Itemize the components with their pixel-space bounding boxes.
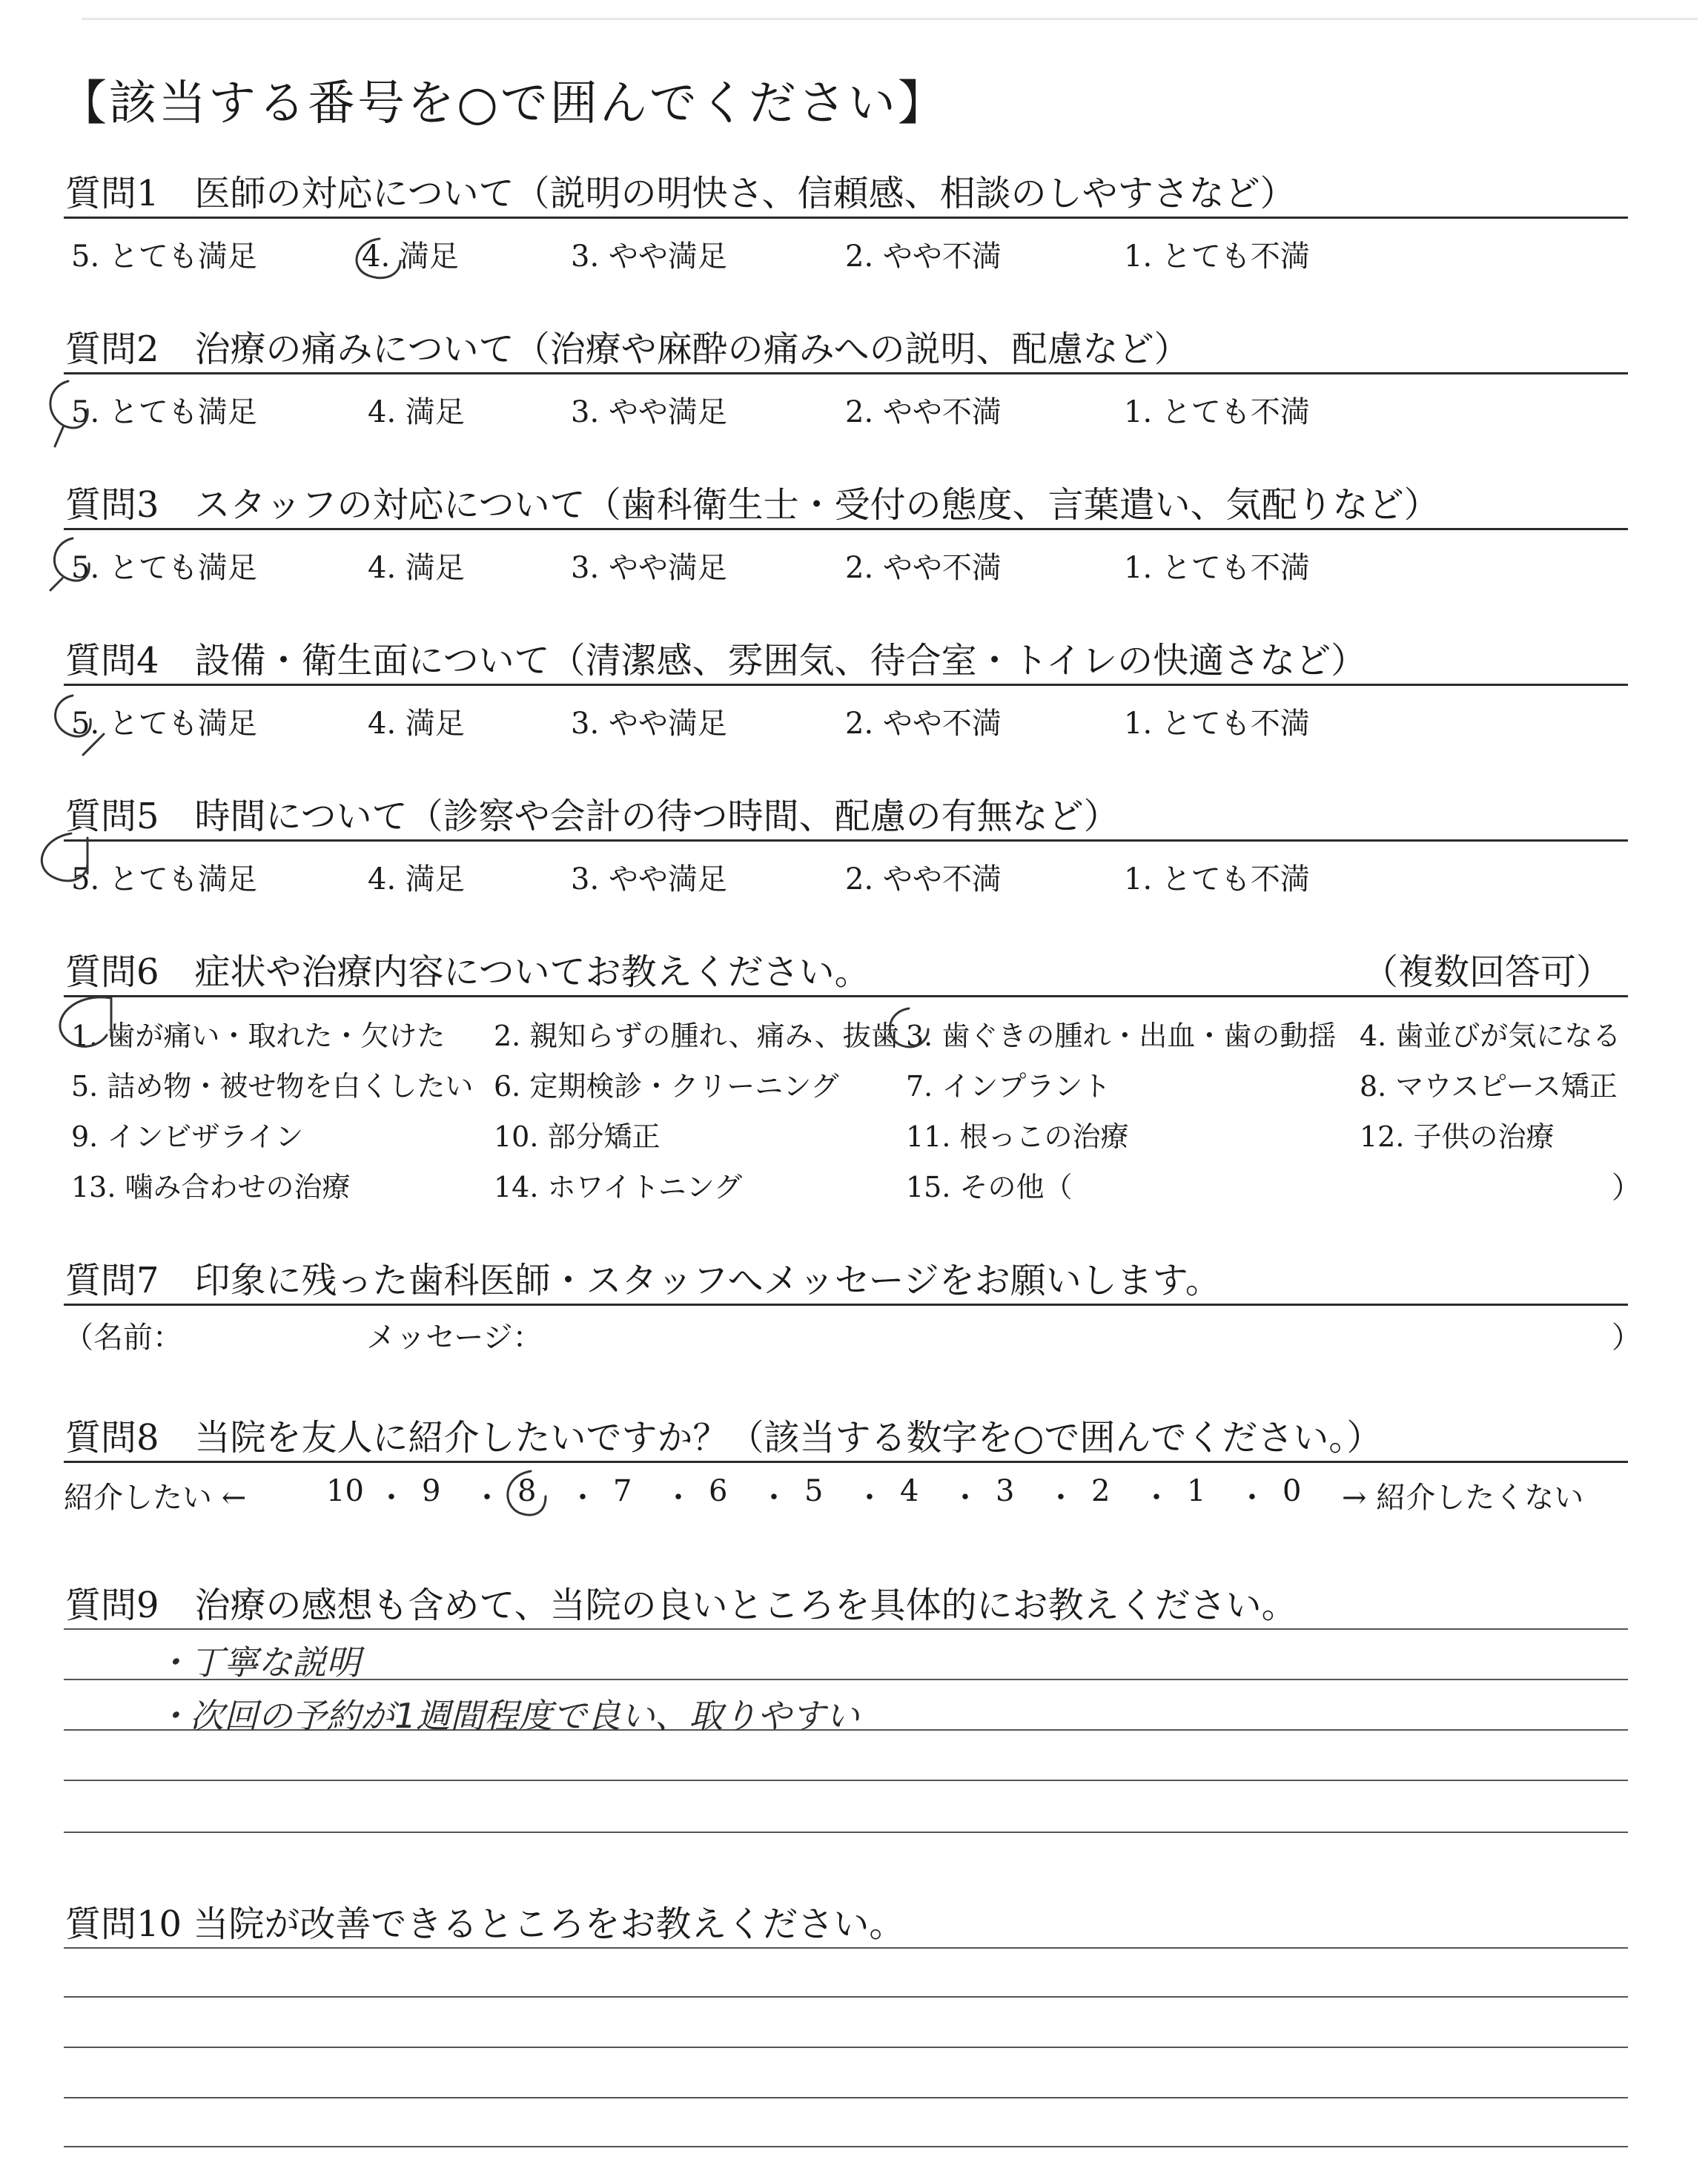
q6-option-14[interactable]: 14. ホワイトニング: [494, 1171, 743, 1203]
q8-scale-separator: ・: [1142, 1481, 1171, 1515]
q6-option-13[interactable]: 13. 噛み合わせの治療: [71, 1171, 351, 1203]
question-4-label: 質問4 設備・衛生面について（清潔感、雰囲気、待合室・トイレの快適さなど）: [65, 640, 1367, 681]
q2-option-1[interactable]: 1. とても不満: [1124, 395, 1310, 429]
question-5-rule: [64, 839, 1628, 842]
q5-option-2[interactable]: 2. やや不満: [845, 862, 1002, 896]
q4-option-4[interactable]: 4. 満足: [368, 707, 465, 741]
q4-option-1[interactable]: 1. とても不満: [1124, 707, 1310, 741]
q8-scale-4[interactable]: 4: [900, 1474, 919, 1508]
q8-scale-separator: ・: [472, 1481, 502, 1515]
q9-answer-2: ・次回の予約が1週間程度で良い、取りやすい: [156, 1696, 860, 1736]
q1-option-2[interactable]: 2. やや不満: [845, 240, 1002, 274]
q2-option-5[interactable]: 5. とても満足: [71, 395, 257, 429]
q8-scale-1[interactable]: 1: [1187, 1474, 1206, 1508]
q1-option-1[interactable]: 1. とても不満: [1124, 240, 1310, 274]
q8-scale-separator: ・: [663, 1481, 693, 1515]
question-1-label: 質問1 医師の対応について（説明の明快さ、信頼感、相談のしやすさなど）: [65, 173, 1296, 214]
q9-line-5: [64, 1832, 1628, 1833]
q6-option-6[interactable]: 6. 定期検診・クリーニング: [494, 1070, 839, 1103]
question-5-label: 質問5 時間について（診察や会計の待つ時間、配慮の有無など）: [65, 796, 1119, 837]
q8-scale-0[interactable]: 0: [1282, 1474, 1302, 1508]
q6-other-close-paren: ）: [1612, 1171, 1641, 1205]
q8-left-label: 紹介したい ←: [64, 1481, 247, 1515]
q5-option-3[interactable]: 3. やや満足: [571, 862, 727, 896]
question-9-label: 質問9 治療の感想も含めて、当院の良いところを具体的にお教えください。: [65, 1585, 1297, 1626]
q8-scale-2[interactable]: 2: [1091, 1474, 1110, 1508]
q1-option-5[interactable]: 5. とても満足: [71, 240, 257, 274]
q6-option-3[interactable]: 3. 歯ぐきの腫れ・出血・歯の動揺: [906, 1020, 1337, 1052]
q10-line-4: [64, 2097, 1628, 2098]
q10-line-3: [64, 2047, 1628, 2048]
q10-line-2: [64, 1996, 1628, 1998]
q6-option-7[interactable]: 7. インプラント: [906, 1070, 1111, 1103]
q4-option-2[interactable]: 2. やや不満: [845, 707, 1002, 741]
q2-option-3[interactable]: 3. やや満足: [571, 395, 727, 429]
q1-option-3[interactable]: 3. やや満足: [571, 240, 727, 274]
q2-option-2[interactable]: 2. やや不満: [845, 395, 1002, 429]
q6-option-10[interactable]: 10. 部分矯正: [494, 1120, 661, 1153]
q3-option-4[interactable]: 4. 満足: [368, 551, 465, 585]
q8-scale-7[interactable]: 7: [613, 1474, 632, 1508]
q7-name-field[interactable]: （名前：: [64, 1321, 182, 1355]
question-6-label: 質問6 症状や治療内容についてお教えください。: [65, 951, 870, 993]
question-3-label: 質問3 スタッフの対応について（歯科衛生士・受付の態度、言葉遣い、気配りなど）: [65, 484, 1440, 526]
q3-option-1[interactable]: 1. とても不満: [1124, 551, 1310, 585]
q3-option-5[interactable]: 5. とても満足: [71, 551, 257, 585]
q8-scale-5[interactable]: 5: [804, 1474, 824, 1508]
question-6-multi-note: （複数回答可）: [1363, 951, 1612, 993]
question-8-label: 質問8 当院を友人に紹介したいですか？（該当する数字を○で囲んでください。）: [65, 1417, 1383, 1459]
q7-close-paren: ）: [1612, 1321, 1641, 1355]
q3-option-2[interactable]: 2. やや不満: [845, 551, 1002, 585]
q10-line-1: [64, 1947, 1628, 1949]
question-10-label: 質問10 当院が改善できるところをお教えください。: [65, 1903, 905, 1945]
q7-message-field[interactable]: メッセージ：: [366, 1321, 543, 1355]
q9-answer-1: ・丁寧な説明: [156, 1642, 360, 1682]
q8-scale-6[interactable]: 6: [709, 1474, 728, 1508]
question-7-rule: [64, 1304, 1628, 1306]
question-4-rule: [64, 684, 1628, 686]
q6-option-1[interactable]: 1. 歯が痛い・取れた・欠けた: [71, 1020, 446, 1052]
q8-scale-separator: ・: [568, 1481, 598, 1515]
q5-option-1[interactable]: 1. とても不満: [1124, 862, 1310, 896]
q6-option-9[interactable]: 9. インビザライン: [71, 1120, 304, 1153]
q3-option-3[interactable]: 3. やや満足: [571, 551, 727, 585]
form-title: 【該当する番号を○で囲んでください】: [59, 76, 947, 131]
q8-scale-10[interactable]: 10: [326, 1474, 364, 1508]
q8-right-label: → 紹介したくない: [1342, 1481, 1584, 1515]
q6-option-8[interactable]: 8. マウスピース矯正: [1360, 1070, 1618, 1103]
q6-option-15-other[interactable]: 15. その他（: [906, 1171, 1073, 1203]
question-3-rule: [64, 528, 1628, 530]
q6-option-5[interactable]: 5. 詰め物・被せ物を白くしたい: [71, 1070, 474, 1103]
question-2-label: 質問2 治療の痛みについて（治療や麻酔の痛みへの説明、配慮など）: [65, 328, 1190, 370]
question-2-rule: [64, 372, 1628, 374]
question-6-rule: [64, 995, 1628, 997]
q8-scale-separator: ・: [855, 1481, 884, 1515]
q6-option-11[interactable]: 11. 根っこの治療: [906, 1120, 1129, 1153]
q8-scale-8[interactable]: 8: [517, 1474, 537, 1508]
q10-line-5: [64, 2146, 1628, 2147]
q8-scale-separator: ・: [1237, 1481, 1267, 1515]
question-8-rule: [64, 1461, 1628, 1463]
q8-scale-separator: ・: [377, 1481, 406, 1515]
q1-option-4[interactable]: 4. 満足: [362, 240, 459, 274]
q6-option-12[interactable]: 12. 子供の治療: [1360, 1120, 1555, 1153]
q8-scale-separator: ・: [759, 1481, 789, 1515]
q8-scale-separator: ・: [1046, 1481, 1076, 1515]
q5-option-5[interactable]: 5. とても満足: [71, 862, 257, 896]
q2-option-4[interactable]: 4. 満足: [368, 395, 465, 429]
q8-scale-3[interactable]: 3: [996, 1474, 1015, 1508]
q4-option-5[interactable]: 5. とても満足: [71, 707, 257, 741]
q8-scale-9[interactable]: 9: [422, 1474, 441, 1508]
page-top-edge: [82, 18, 1698, 20]
q4-option-3[interactable]: 3. やや満足: [571, 707, 727, 741]
q9-line-4: [64, 1780, 1628, 1781]
q6-option-2[interactable]: 2. 親知らずの腫れ、痛み、抜歯: [494, 1020, 899, 1052]
question-7-label: 質問7 印象に残った歯科医師・スタッフへメッセージをお願いします。: [65, 1260, 1221, 1301]
question-1-rule: [64, 217, 1628, 219]
q8-scale-separator: ・: [950, 1481, 980, 1515]
q6-option-4[interactable]: 4. 歯並びが気になる: [1360, 1020, 1621, 1052]
q9-line-1: [64, 1628, 1628, 1630]
q5-option-4[interactable]: 4. 満足: [368, 862, 465, 896]
